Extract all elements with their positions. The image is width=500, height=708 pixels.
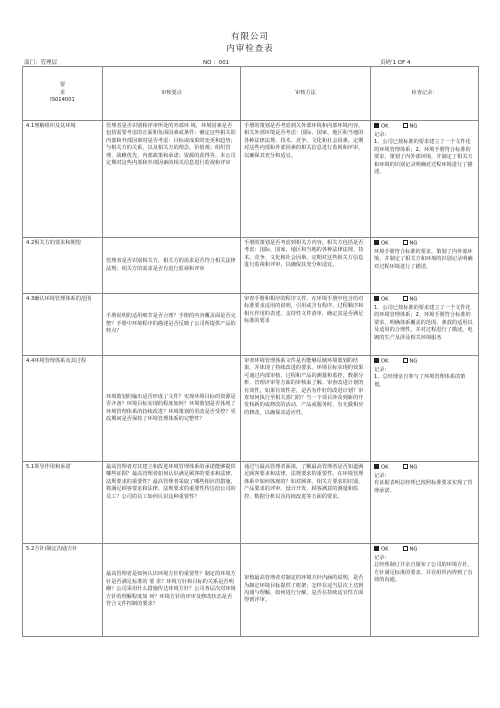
record-label: 记录： [374,472,390,479]
check-status: OK NG [374,464,475,472]
table-row [23,238,479,294]
ng-checkbox-icon [403,296,408,301]
page-number: 页码'1 OF 4 [380,60,411,66]
clause-cell: 4.3确认环境管理体系的范围 [23,294,103,356]
ng-checkbox-icon [403,123,408,128]
ng-checkbox-icon [403,240,408,245]
record-text: 有证据表明总经理已按照标准要求实现了管理承诺。 [374,480,473,494]
audit-method-cell: 手册的策划是否考虑到相关方内容。相关方包括是否考虑：国际、国家、地区和当地的各种法律法规、技术、竞争、文化和社会因素。定期对这些相关方信息进行监视和评审，以确保其充分和适宜。 [241,238,371,294]
audit-method-cell: 手册的策划是否考虑到关外部环境和内部环境内容。相关外部环境是否考虑：国际、国家、地区和当地的各种法律法规、技术、竞争、文化和社会因素。定期对这些内部和外部因素的相关信息进行监视和评审，以确保其充分和适宜。 [241,121,371,238]
record-header: 检查记录： [371,67,479,121]
audit-method-cell: 审查环境管理体系文件是否能够反映环境策划的结果，并体现了持续改进的要求。环境目标实现的效果可通过内部审核、过程和产品的测量和监控、数据分析、管理评审等方面的审核来了解。审查改进计划的有效性，如果有效性差，是否有作好的改进计划？审查如何执行至相关部门的？当一个项目涉及到新的开发和新的或修改的活动、产品或服务时，有无做相应的修改，以确保其适应性。 [241,356,371,462]
audit-points-cell: 最高管理者对其建立和改进环境管理体系的承诺能够提供哪些证据？最高管理者如何认识满足顾客的要求和法律、法规要求的重要性？最高管理者采取了哪些相应的措施，将满足顾客要求和法律、法规要求的重要性传达给公司的员工？公司的员工如何认识这种重要性？ [103,462,241,544]
ok-checkbox-checked-icon [374,546,379,551]
record-cell [371,544,479,637]
table-row [23,121,479,238]
table-row [23,356,479,462]
check-status: OK NG [374,296,475,304]
audit-points-cell: 最高管理者是如何认识环境方针的重要性？制定的环境方针是否满足标准的 要 求？环境方针和目标的关系是否明确？公司采用什么措施传达环境方针？公司各层次对环境方针的理解程度如 何？环境方针的评审及修改状态是否符合文件控制的要求？ [103,544,241,637]
ng-checkbox-icon [403,358,408,363]
audit-method-header: 审核方法 [241,67,371,121]
ok-checkbox-checked-icon [374,464,379,469]
check-status: OK NG [374,123,475,131]
ng-checkbox-icon [403,546,408,551]
audit-points-cell: 管理者是否识别和评审所处的外部环 境，环境因素是否包括需要考虑的正面和负面因素或条件；确定这些相关的内部和外部因素时是否考虑：目标或成果的变更和趋势；与相关方的关系，以及相关方的理念、价值观；组织管理、战略优先、内部政策和承诺；资源的获得等。本公司定期对这些内部和外部因素的相关信息进行监视和评审 [103,121,241,238]
audit-table [22,66,479,637]
record-cell [371,238,479,294]
record-cell [371,356,479,462]
clause-cell: 5.2方针/制定沟通方针 [23,544,103,637]
record-cell [371,462,479,544]
ok-checkbox-checked-icon [374,123,379,128]
audit-points-cell: 管理者是否识别相关方，相关方的需求是否符合相关法律法规；相关方的需求是否有进行监视和评审 [103,238,241,294]
audit-method-cell: 审核最高管理者对制定的环境方针内涵的说明，是否为制定环境目标提供了框架；怎样在适当层次上达到沟通与理解，如何进行分解，是否在持续适宜性方面得到评审。 [241,544,371,637]
clause-cell: 4.4环境管理体系及其过程 [23,356,103,462]
ok-checkbox-checked-icon [374,296,379,301]
record-text: 1、公司已按标准的要求建立了一个文件化的环境管理体系；2、环境手册符合标准的要求，策划了内外部环境，并制定了相关方和环境的识别记录明确对过程环境进行了描述。 [374,139,473,175]
record-cell [371,121,479,238]
audit-points-cell: 环境策划的输出是否形成了文件？实现环境目标的资源是否齐备？环境目标实现的程度如何？环境策划是否体现了环境管理体系的持续改进？环境策划的更改是否受控？更改期间是否保持了环境管理体系的完整性？ [103,356,241,462]
ng-checkbox-icon [403,464,408,469]
audit-method-cell: 审查手册和相应的程序文件，在环境手册中包含的对标准要求适用的说明，引用或含有程序，过程顺序和相互作用的表述，支持性文件清单，确定其是否满足标准的要求 [241,294,371,356]
record-text: 总经理制订并亲自颁布了公司的环境方针，方针满足标准的要求，并在组织内得到了有效的沟通。 [374,562,473,584]
record-text: 1、总经理亲自参与了环境管理体系的策划。 [374,374,466,388]
check-status: OK NG [374,240,475,248]
audit-method-cell: 通过与最高管理者面谈，了解最高管理者是否知道满足顾客要求和法律、法规要求的重要性。在环境管理体系中如何体现的？如对顾客、相关方要求的识别、产品要求的评审、设计开发、顾客满意的测量和监控、数据分析以及持续改进等方面的要求。 [241,462,371,544]
audit-points-cell: 手册说明的适用细节是否合理？手册的内容覆盖面是否完整？手册中环境程序的描述是否反映了公司所提供产品的特点？ [103,294,241,356]
ok-checkbox-checked-icon [374,358,379,363]
record-text: 环境手册符合标准的要求，策划了内外部环境，并制定了相关方和环境的识别记录明确对过程环境进行了描述。 [374,248,473,270]
check-status: OK NG [374,546,475,554]
check-status: OK NG [374,358,475,366]
clause-cell: 4.1理解组织及其环境 [23,121,103,238]
department-label: 部门：管理层 [24,60,58,66]
record-label: 记录： [374,366,390,373]
record-text: 1、公司已按标准的要求建立了一个文件化的环境管理体系；2、环境手册符合标准的要求，明确体系覆盖的范围，条款的适用以及适用的合理性，并对过程进行了描述，电镀的生产及涉及相关环境服务 [374,304,473,341]
table-row [23,462,479,544]
document-title: 内审检查表 [226,44,274,54]
table-row [23,544,479,637]
table-row [23,294,479,356]
table-header-row [23,67,479,121]
element-header: 要 求 IS014001 [23,67,103,121]
record-label: 记录： [374,554,390,561]
clause-cell: 4.2相关方的要求和期望 [23,238,103,294]
clause-cell: 5.1领导作用和承诺 [23,462,103,544]
record-label: 记录： [374,131,390,138]
ok-checkbox-checked-icon [374,240,379,245]
document-number: NO ：001 [203,60,230,66]
company-name: 有限公司 [230,32,269,42]
record-cell [371,294,479,356]
audit-points-header: 审核要点 [103,67,241,121]
